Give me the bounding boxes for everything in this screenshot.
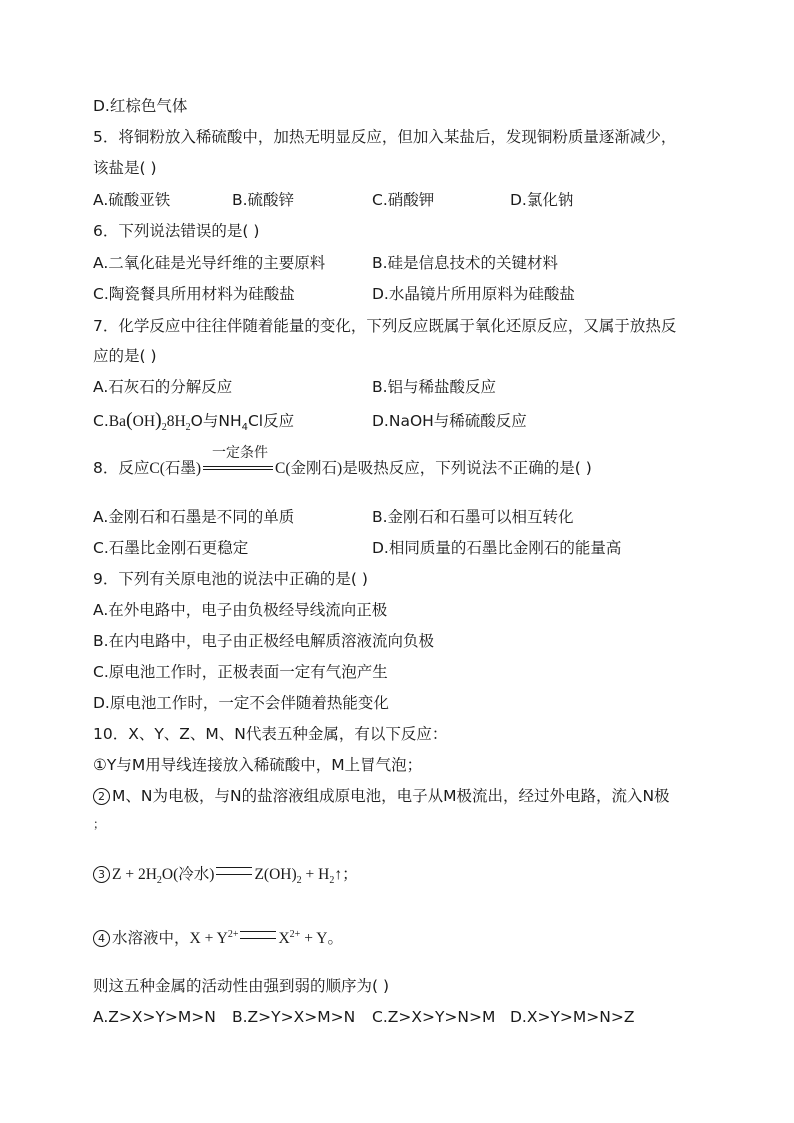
reaction-condition-arrow: 一定条件 — [201, 458, 275, 478]
q10-option-b: B.Z>Y>X>M>N — [232, 1008, 356, 1026]
q7-option-b: B.铝与稀盐酸反应 — [372, 378, 497, 396]
q5-stem-line2: 该盐是( ) — [93, 159, 157, 177]
q9-option-a: A.在外电路中，电子由负极经导线流向正极 — [93, 601, 388, 619]
q7-option-c: $C.Ba(OH)_28H_2O$与$NH_4Cl$反应 — [93, 409, 295, 434]
q5-option-c: C.硝酸钾 — [372, 191, 435, 209]
circled-number-icon: 2 — [93, 788, 110, 805]
q8-stem: 8．反应C(石墨) 一定条件 C(金刚石)是吸热反应，下列说法不正确的是( ) — [93, 445, 592, 477]
circled-number-icon: 3 — [93, 866, 110, 883]
q9-option-b: B.在内电路中，电子由正极经电解质溶液流向负极 — [93, 632, 435, 650]
q5-stem-line1: 5．将铜粉放入稀硫酸中，加热无明显反应，但加入某盐后，发现铜粉质量逐渐减少， — [93, 128, 677, 146]
q9-option-c: C.原电池工作时，正极表面一定有气泡产生 — [93, 663, 388, 681]
q7-option-d: D.NaOH与稀硫酸反应 — [372, 412, 527, 430]
q9-option-d: D.原电池工作时，一定不会伴随着热能变化 — [93, 694, 389, 712]
q7-stem-line2: 应的是( ) — [93, 347, 157, 365]
q5-option-d: D.氯化钠 — [510, 191, 574, 209]
q7-stem-line1: 7．化学反应中往往伴随着能量的变化，下列反应既属于氧化还原反应，又属于放热反 — [93, 317, 677, 335]
q5-option-a: A.硫酸亚铁 — [93, 191, 171, 209]
q8-option-a: A.金刚石和石墨是不同的单质 — [93, 508, 295, 526]
q10-reaction-4: 4 水溶液中，$X + Y^{2+}$ $X^{2+} + Y$。 — [93, 928, 343, 949]
q6-option-a: A.二氧化硅是光导纤维的主要原料 — [93, 254, 326, 272]
q6-stem: 6．下列说法错误的是( ) — [93, 222, 260, 240]
q10-reaction-1: ①Y与M用导线连接放入稀硫酸中，M上冒气泡； — [93, 756, 423, 774]
q8-option-d: D.相同质量的石墨比金刚石的能量高 — [372, 539, 622, 557]
q5-option-b: B.硫酸锌 — [232, 191, 295, 209]
q10-stem: 10．X、Y、Z、M、N代表五种金属，有以下反应： — [93, 725, 448, 743]
q7-option-a: A.石灰石的分解反应 — [93, 378, 233, 396]
circled-number-icon: 4 — [93, 930, 110, 947]
q10-reaction-2: 2 M、N为电极，与N的盐溶液组成原电池，电子从M极流出，经过外电路，流入N极 — [93, 786, 670, 806]
q6-option-b: B.硅是信息技术的关键材料 — [372, 254, 559, 272]
q6-option-d: D.水晶镜片所用原料为硅酸盐 — [372, 285, 575, 303]
q10-reaction-3: 3 $Z + 2H_2O$(冷水) $Z(OH)_2$ + $H_2↑$； — [93, 864, 358, 885]
q10-option-c: C.Z>X>Y>N>M — [372, 1008, 496, 1026]
q9-stem: 9．下列有关原电池的说法中正确的是( ) — [93, 570, 368, 588]
q8-option-c: C.石墨比金刚石更稳定 — [93, 539, 249, 557]
q10-question: 则这五种金属的活动性由强到弱的顺序为( ) — [93, 977, 390, 995]
q4-option-d: D.红棕色气体 — [93, 97, 188, 115]
q10-option-d: D.X>Y>M>N>Z — [510, 1008, 635, 1026]
q6-option-c: C.陶瓷餐具所用材料为硅酸盐 — [93, 285, 295, 303]
q8-option-b: B.金刚石和石墨可以相互转化 — [372, 508, 574, 526]
q10-reaction-2-end: ； — [93, 817, 106, 831]
q10-option-a: A.Z>X>Y>M>N — [93, 1008, 216, 1026]
